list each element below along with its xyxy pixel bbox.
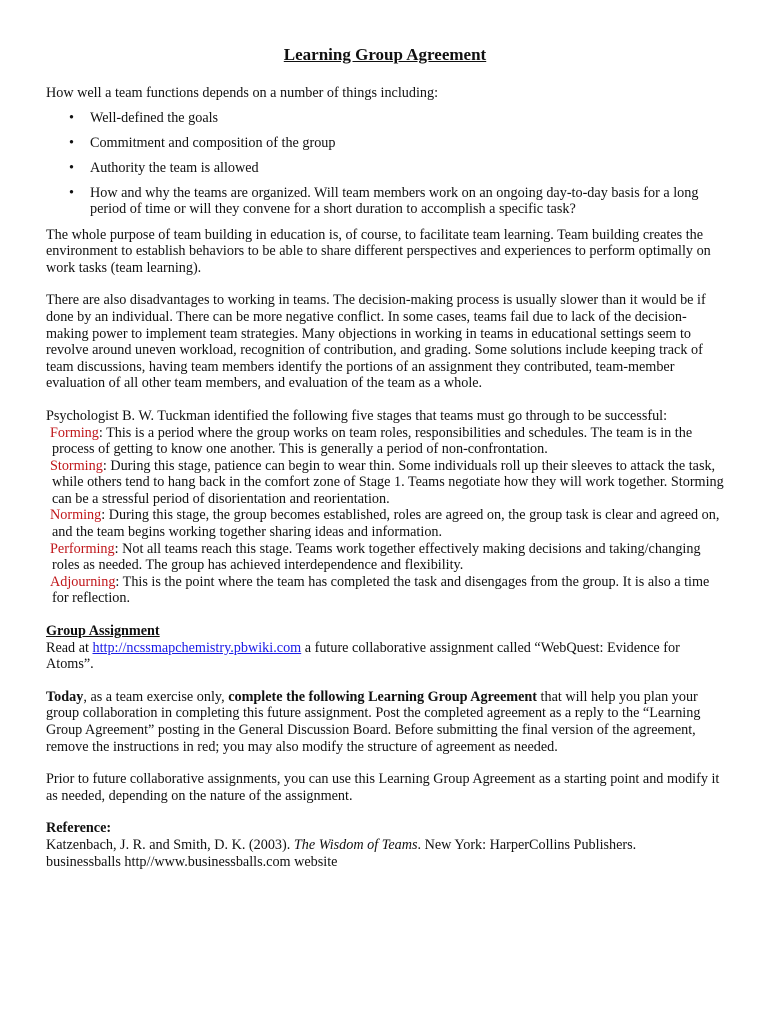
list-item: • How and why the teams are organized. Will team members work on an ongoing day-to-day basis for a long period of time or will they convene for a short duration to accomplish a specific task?: [69, 184, 699, 218]
purpose-paragraph: The whole purpose of team building in education is, of course, to facilitate team learning. Team building creates the environment to establish behaviors to be able to share different perspectives and experiences to perform optimally on work tasks (team learning).: [46, 226, 711, 276]
book-title: The Wisdom of Teams: [293, 836, 418, 853]
stage-forming: Forming: This is a period where the group works on team roles, responsibilities and schedules. The team is in the process of getting to know one another. This is generally a period of non-confrontation.: [50, 424, 693, 458]
list-item: • Well-defined the goals: [69, 109, 219, 126]
stages-list: [46, 425, 724, 608]
bullet-icon: •: [69, 159, 74, 176]
tuckman-intro: Psychologist B. W. Tuckman identified the following five stages that teams must go through to be successful:: [46, 407, 668, 424]
reference-line-2: businessballs http//www.businessballs.com website: [46, 853, 338, 870]
stage-norming: Norming: During this stage, the group becomes established, roles are agreed on, the group task is clear and agreed on, and the team begins working together sharing ideas and information.: [50, 507, 720, 541]
stage-storming: Storming: During this stage, patience can begin to wear thin. Some individuals roll up their sleeves to attack the task, while others tend to hang back in the comfort zone of Stage 1. Teams negotiate how they will work together. Storming can be a stressful period of disorientation and reorientation.: [50, 457, 724, 507]
list-item: • Commitment and composition of the group: [69, 134, 336, 151]
bullet-icon: •: [69, 134, 74, 151]
bullet-icon: •: [69, 184, 74, 201]
list-item: • Authority the team is allowed: [69, 159, 259, 176]
group-assignment-text: Read at http://ncssmapchemistry.pbwiki.com a future collaborative assignment called “WebQuest: Evidence for Atoms”.: [46, 639, 680, 673]
wiki-link[interactable]: http://ncssmapchemistry.pbwiki.com: [92, 639, 302, 656]
prior-paragraph: Prior to future collaborative assignments, you can use this Learning Group Agreement as a starting point and modify it as needed, depending on the nature of the assignment.: [46, 771, 720, 804]
intro-text: How well a team functions depends on a number of things including:: [46, 85, 439, 101]
reference-heading: Reference:: [46, 820, 112, 837]
bullet-icon: •: [69, 109, 74, 126]
stage-name: Storming: [50, 457, 103, 474]
document-title: Learning Group Agreement: [283, 45, 487, 64]
stage-name: Norming: [50, 507, 102, 524]
stage-name: Adjourning: [50, 573, 116, 590]
disadvantages-paragraph: There are also disadvantages to working in teams. The decision-making process is usually slower than it would be if done by an individual. There can be more negative conflict. In some cases, teams fail due to lack of the decision-making power to implement team strategies. Many objections in working in teams in educational settings seem to revolve around uneven workload, recognition of contribution, and grading. Some solutions include keeping track of team discussions, having team members identify the portions of an assignment they contributed, team-member evaluation of all other team members, and evaluation of the team as a whole.: [46, 292, 706, 392]
reference-line-1: Katzenbach, J. R. and Smith, D. K. (2003). The Wisdom of Teams. New York: HarperCollins Publishers.: [46, 836, 637, 853]
factors-list: [46, 110, 724, 218]
stage-name: Performing: [50, 540, 115, 557]
stage-adjourning: Adjourning: This is the point where the team has completed the task and disengages from the group. It is also a time for reflection.: [50, 573, 710, 607]
today-paragraph: Today, as a team exercise only, complete the following Learning Group Agreement that will help you plan your group collaboration in completing this future assignment. Post the completed agreement as a reply to the “Learning Group Agreement” posting in the General Discussion Board. Before submitting the final version of the agreement, remove the instructions in red; you may also modify the structure of agreement as needed.: [46, 688, 701, 755]
stage-performing: Performing: Not all teams reach this stage. Teams work together effectively making decisions and taking/changing roles as needed. The group has achieved interdependence and flexibility.: [50, 540, 701, 574]
group-assignment-heading: Group Assignment: [46, 623, 160, 640]
stage-name: Forming: [50, 424, 99, 441]
